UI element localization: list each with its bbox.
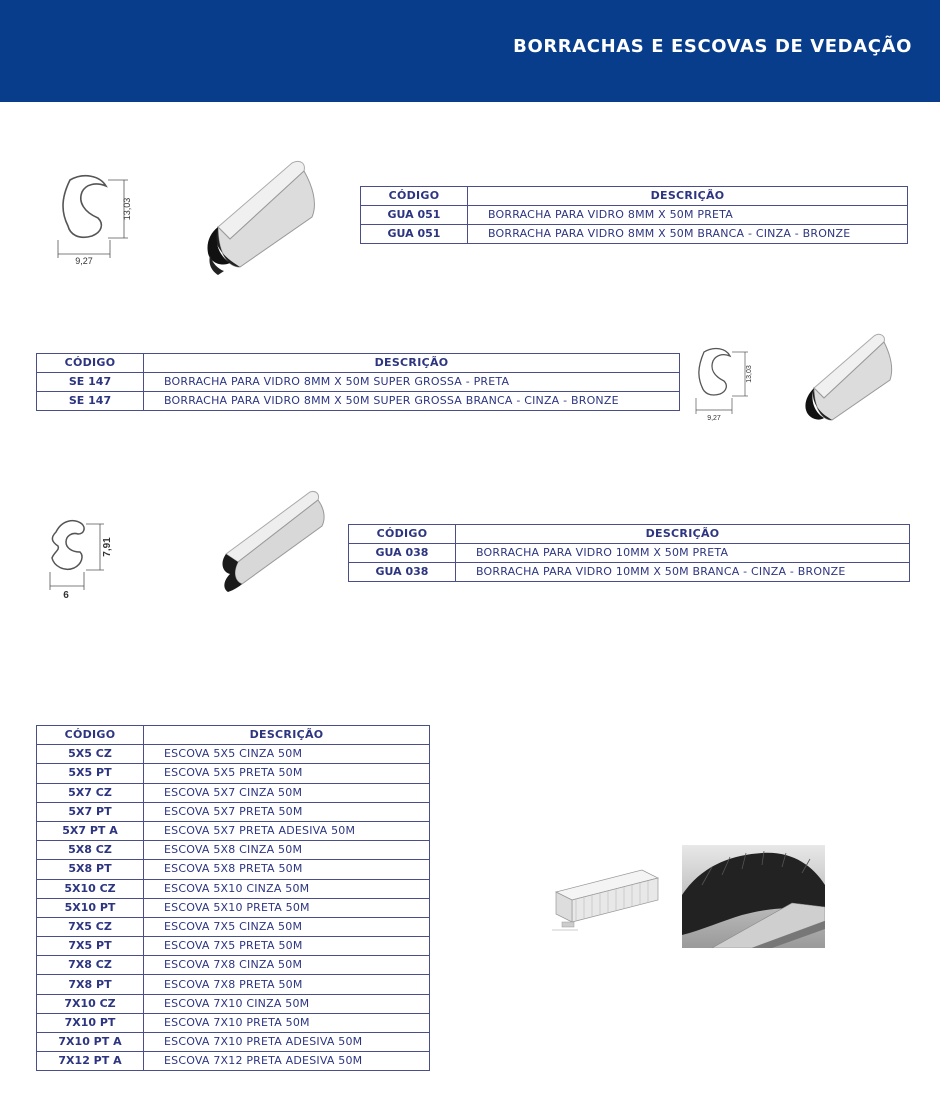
product-code: GUA 051 xyxy=(361,206,468,225)
table-gua051 xyxy=(360,186,908,244)
col-header-description: DESCRIÇÃO xyxy=(144,726,430,745)
table-row xyxy=(37,937,430,956)
table-row xyxy=(361,206,908,225)
table-row xyxy=(37,994,430,1013)
product-code: 5X10 PT xyxy=(37,898,144,917)
table-row xyxy=(37,1033,430,1052)
product-description: ESCOVA 5X8 CINZA 50M xyxy=(144,841,430,860)
table-row xyxy=(37,764,430,783)
product-code: 5X7 CZ xyxy=(37,783,144,802)
dim-height: 7,91 xyxy=(102,537,113,557)
dim-height: 13,03 xyxy=(122,197,132,221)
product-code: 7X8 CZ xyxy=(37,956,144,975)
product-code: 5X8 PT xyxy=(37,860,144,879)
product-description: BORRACHA PARA VIDRO 8MM X 50M SUPER GROSSA BRANCA - CINZA - BRONZE xyxy=(144,392,680,411)
product-code: 7X8 PT xyxy=(37,975,144,994)
table-row xyxy=(349,544,910,563)
table-gua038 xyxy=(348,524,910,582)
profile-drawing-gua051 xyxy=(48,160,148,275)
profile-drawing-se147 xyxy=(688,338,760,428)
header-banner xyxy=(0,0,940,102)
col-header-code: CÓDIGO xyxy=(349,525,456,544)
table-row xyxy=(37,860,430,879)
col-header-code: CÓDIGO xyxy=(361,187,468,206)
table-row xyxy=(37,373,680,392)
product-description: ESCOVA 7X8 PRETA 50M xyxy=(144,975,430,994)
profile-drawing-gua038 xyxy=(40,510,130,605)
product-description: ESCOVA 5X7 PRETA ADESIVA 50M xyxy=(144,821,430,840)
product-description: ESCOVA 7X8 CINZA 50M xyxy=(144,956,430,975)
table-row xyxy=(37,898,430,917)
brush-strip-drawing xyxy=(546,866,666,938)
dim-width: 6 xyxy=(63,590,69,601)
product-code: GUA 051 xyxy=(361,225,468,244)
table-row xyxy=(361,225,908,244)
product-code: 5X7 PT xyxy=(37,802,144,821)
table-row xyxy=(37,1052,430,1071)
product-code: SE 147 xyxy=(37,392,144,411)
product-description: ESCOVA 7X12 PRETA ADESIVA 50M xyxy=(144,1052,430,1071)
product-description: BORRACHA PARA VIDRO 10MM X 50M PRETA xyxy=(456,544,910,563)
product-description: ESCOVA 5X10 CINZA 50M xyxy=(144,879,430,898)
product-code: 5X5 CZ xyxy=(37,745,144,764)
product-description: ESCOVA 7X10 PRETA ADESIVA 50M xyxy=(144,1033,430,1052)
product-code: 7X12 PT A xyxy=(37,1052,144,1071)
table-row xyxy=(37,1013,430,1032)
product-description: ESCOVA 7X10 CINZA 50M xyxy=(144,994,430,1013)
table-row xyxy=(37,879,430,898)
page-title: BORRACHAS E ESCOVAS DE VEDAÇÃO xyxy=(513,36,912,57)
product-description: BORRACHA PARA VIDRO 8MM X 50M BRANCA - CINZA - BRONZE xyxy=(468,225,908,244)
product-code: 7X5 CZ xyxy=(37,917,144,936)
table-se147 xyxy=(36,353,680,411)
col-header-code: CÓDIGO xyxy=(37,726,144,745)
table-row xyxy=(349,563,910,582)
product-code: 5X7 PT A xyxy=(37,821,144,840)
col-header-description: DESCRIÇÃO xyxy=(144,354,680,373)
product-code: GUA 038 xyxy=(349,563,456,582)
table-row xyxy=(37,917,430,936)
product-description: BORRACHA PARA VIDRO 8MM X 50M SUPER GROSSA - PRETA xyxy=(144,373,680,392)
product-description: ESCOVA 5X5 PRETA 50M xyxy=(144,764,430,783)
col-header-description: DESCRIÇÃO xyxy=(456,525,910,544)
product-code: GUA 038 xyxy=(349,544,456,563)
product-description: ESCOVA 5X5 CINZA 50M xyxy=(144,745,430,764)
product-code: 7X10 PT A xyxy=(37,1033,144,1052)
col-header-code: CÓDIGO xyxy=(37,354,144,373)
product-description: BORRACHA PARA VIDRO 10MM X 50M BRANCA - CINZA - BRONZE xyxy=(456,563,910,582)
product-description: BORRACHA PARA VIDRO 8MM X 50M PRETA xyxy=(468,206,908,225)
product-code: 5X10 CZ xyxy=(37,879,144,898)
table-brushes xyxy=(36,725,430,1071)
table-row xyxy=(37,783,430,802)
rubber-gasket-photo-se147 xyxy=(800,330,904,430)
table-row xyxy=(37,975,430,994)
table-row xyxy=(37,821,430,840)
table-row xyxy=(37,841,430,860)
rubber-gasket-photo-gua051 xyxy=(200,155,330,280)
table-row xyxy=(37,745,430,764)
product-code: 5X5 PT xyxy=(37,764,144,783)
product-description: ESCOVA 7X5 PRETA 50M xyxy=(144,937,430,956)
product-code: SE 147 xyxy=(37,373,144,392)
product-description: ESCOVA 5X10 PRETA 50M xyxy=(144,898,430,917)
rubber-gasket-photo-gua038 xyxy=(212,488,336,600)
col-header-description: DESCRIÇÃO xyxy=(468,187,908,206)
product-code: 7X10 PT xyxy=(37,1013,144,1032)
product-description: ESCOVA 5X8 PRETA 50M xyxy=(144,860,430,879)
product-code: 5X8 CZ xyxy=(37,841,144,860)
table-row xyxy=(37,956,430,975)
table-row xyxy=(37,392,680,411)
dim-width: 9,27 xyxy=(75,256,93,266)
product-description: ESCOVA 5X7 CINZA 50M xyxy=(144,783,430,802)
product-code: 7X10 CZ xyxy=(37,994,144,1013)
dim-width: 9,27 xyxy=(707,415,721,422)
product-description: ESCOVA 7X10 PRETA 50M xyxy=(144,1013,430,1032)
product-code: 7X5 PT xyxy=(37,937,144,956)
product-description: ESCOVA 5X7 PRETA 50M xyxy=(144,802,430,821)
product-description: ESCOVA 7X5 CINZA 50M xyxy=(144,917,430,936)
brush-strip-photo xyxy=(682,845,825,948)
dim-height: 13,03 xyxy=(746,365,753,383)
table-row xyxy=(37,802,430,821)
